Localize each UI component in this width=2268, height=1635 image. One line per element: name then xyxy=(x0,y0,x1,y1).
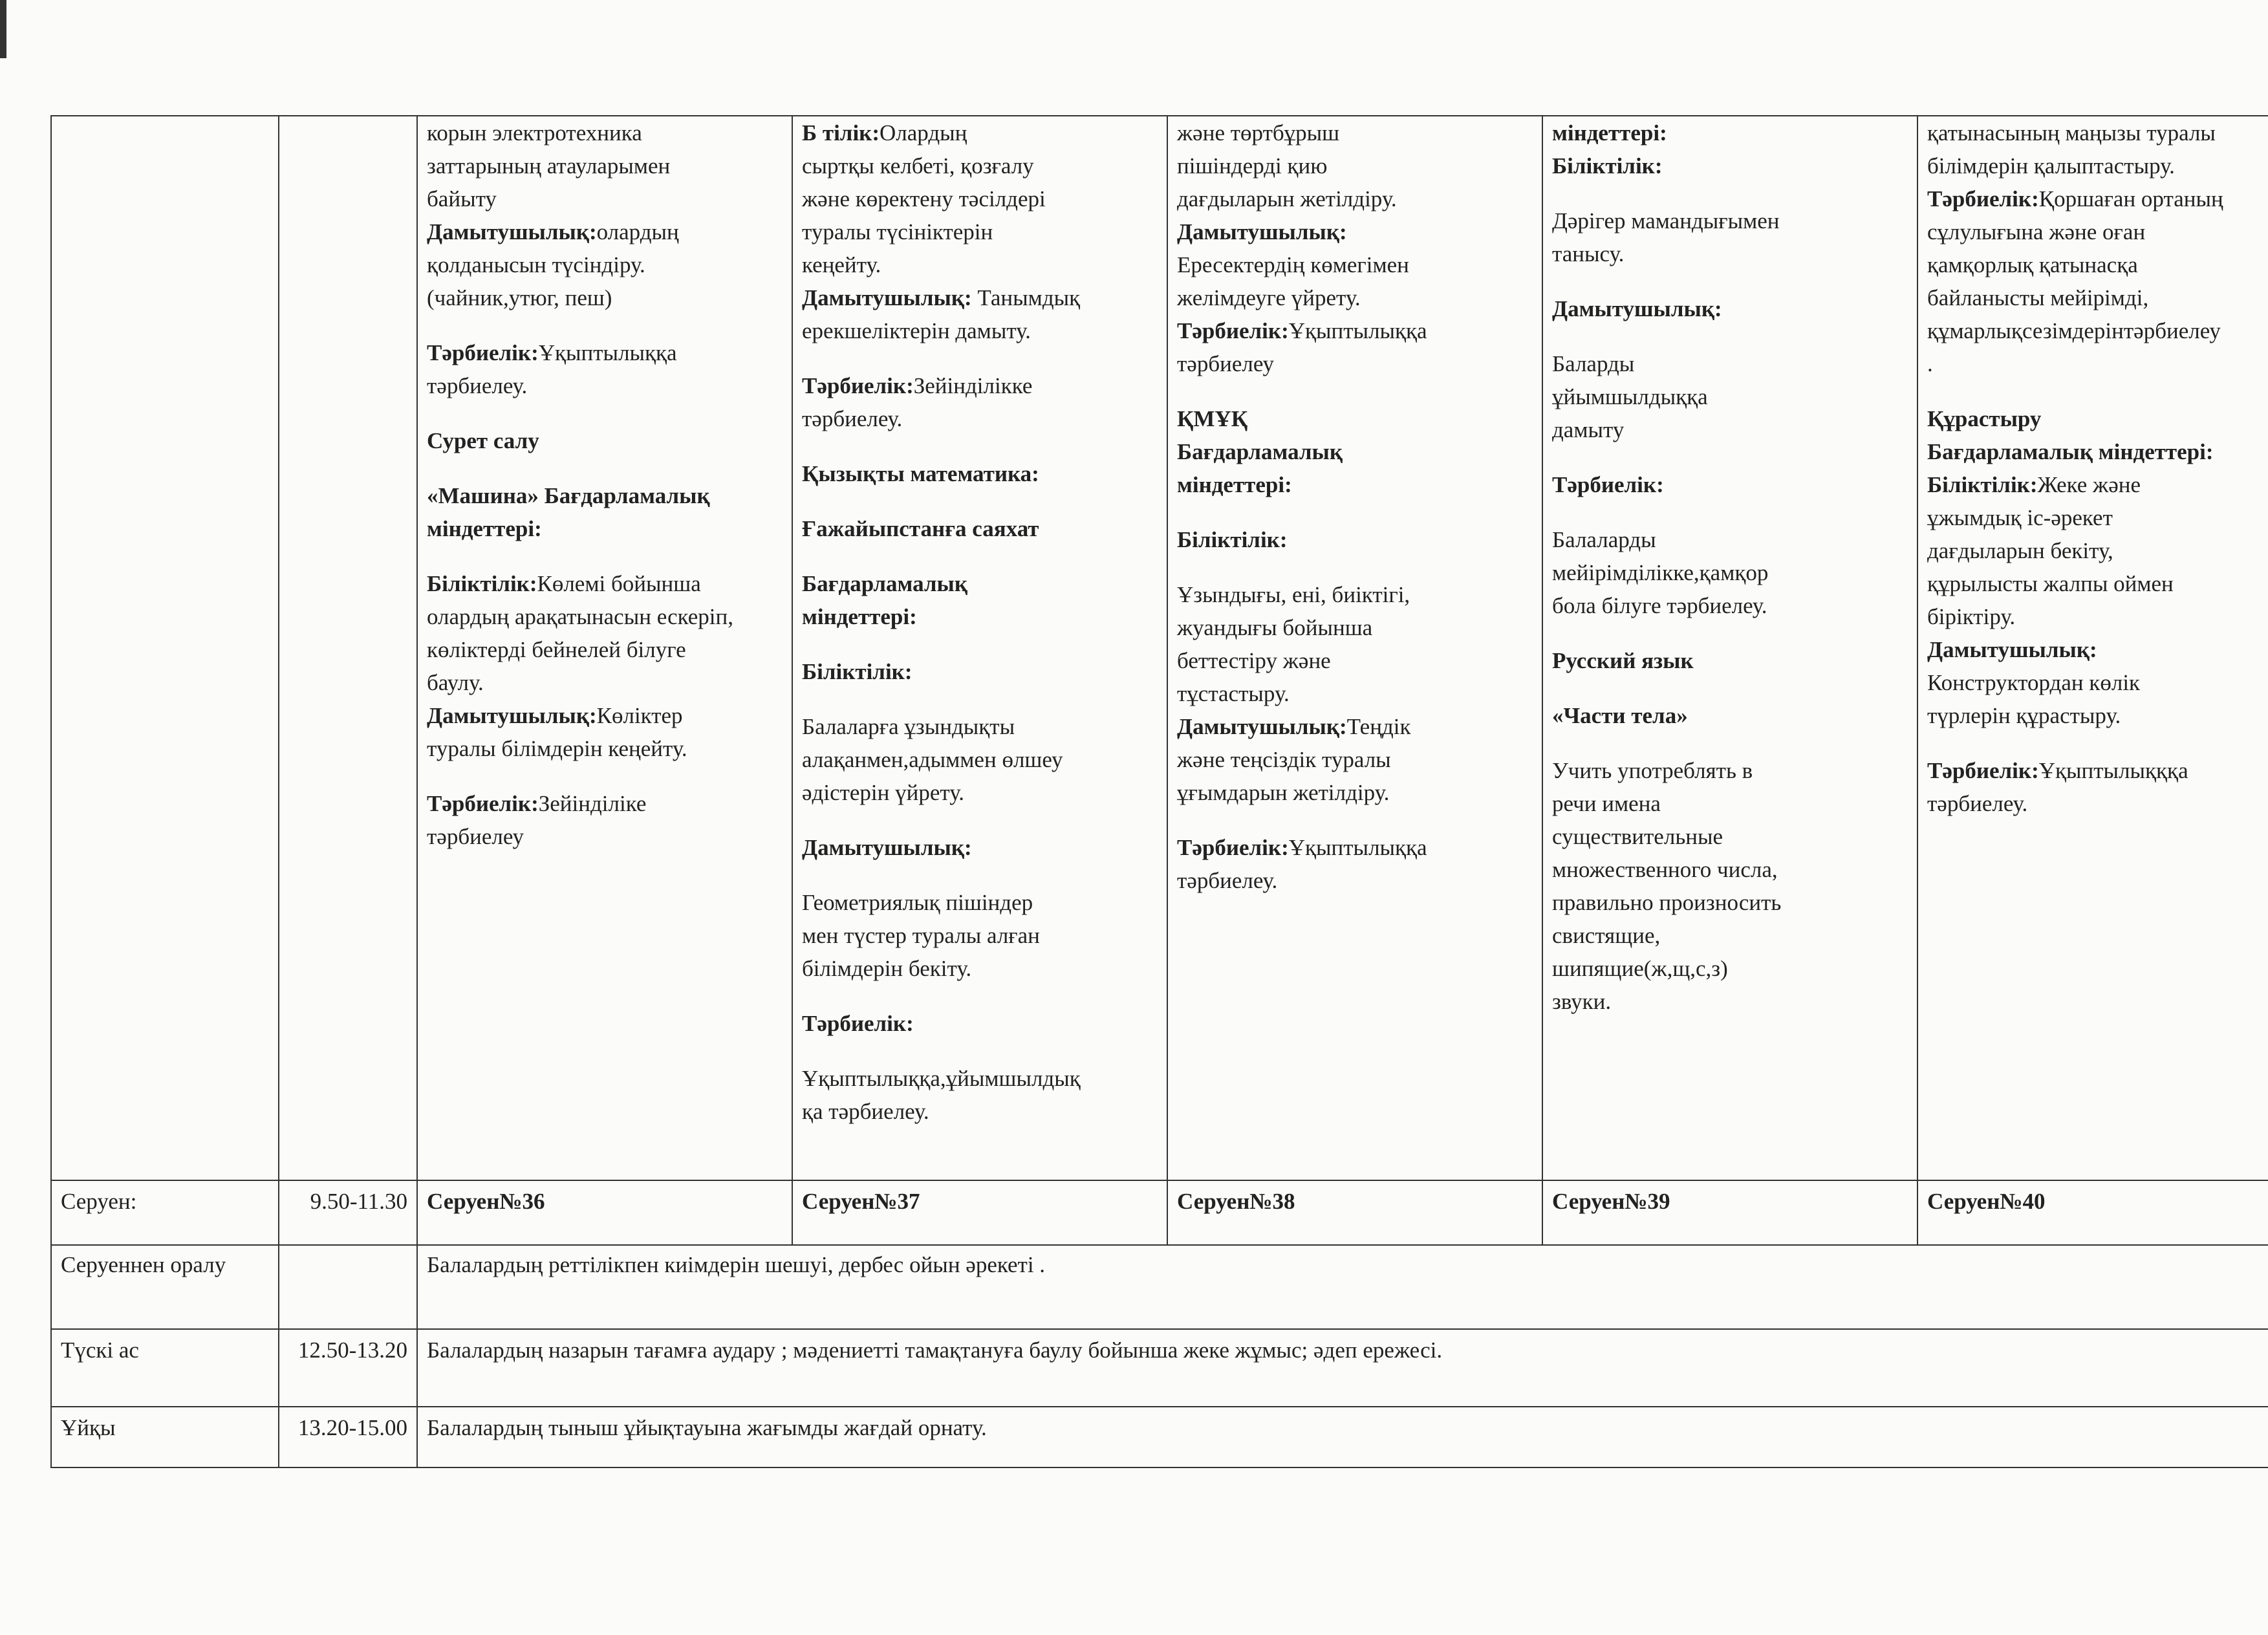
activity-line-text: мейірімділікке,қамқор xyxy=(1552,560,1769,585)
activity-line xyxy=(802,655,1158,688)
line-gap xyxy=(1552,325,1908,347)
activity-line xyxy=(1552,589,1908,622)
activity-line-text: Қоршаған ортаның xyxy=(2038,186,2223,211)
line-gap xyxy=(802,347,1158,369)
activity-line-label: Тәрбиелік: xyxy=(1927,758,2039,783)
return-from-walk-row xyxy=(51,1245,2268,1329)
line-gap xyxy=(802,864,1158,886)
activity-line xyxy=(802,1007,1158,1040)
line-gap xyxy=(427,545,783,567)
activity-line-text: міндеттері: xyxy=(802,604,917,629)
activity-line-text: ұғымдарын жетілдіру. xyxy=(1177,780,1390,805)
activity-line-text: Зейінділікке xyxy=(913,373,1033,398)
activity-line-text: алақанмен,адыммен өлшеу xyxy=(802,747,1063,772)
activity-line-text: қолданысын түсіндіру. xyxy=(427,252,645,277)
activity-line xyxy=(1177,468,1533,501)
activity-line-text: Русский язык xyxy=(1552,648,1694,673)
line-gap xyxy=(1177,556,1533,578)
activity-line xyxy=(1927,215,2268,248)
activity-line-label: Дамытушылық: xyxy=(802,285,972,310)
activity-line-text: Ұқыптылыққа xyxy=(538,340,677,365)
activity-line xyxy=(1177,776,1533,809)
activity-line-text: мен түстер туралы алған xyxy=(802,923,1040,948)
activity-line xyxy=(802,1062,1158,1095)
activity-line-text: Дамытушылық: xyxy=(802,835,972,860)
activity-line-text: Қызықты математика: xyxy=(802,461,1039,486)
activity-line xyxy=(802,369,1158,402)
activity-line-text: Құрастыру xyxy=(1927,406,2042,431)
activity-line-text: түрлерін құрастыру. xyxy=(1927,703,2121,728)
activity-line-text: әдістерін үйрету. xyxy=(802,780,964,805)
activity-line xyxy=(427,567,783,600)
activity-line xyxy=(1177,116,1533,149)
activity-line-text: қамқорлық қатынасқа xyxy=(1927,252,2138,277)
line-gap xyxy=(1177,380,1533,402)
activity-line xyxy=(427,424,783,457)
activity-line-text: және көректену тәсілдері xyxy=(802,186,1046,211)
return-time xyxy=(279,1245,417,1329)
activity-line-text: Балаларды xyxy=(1552,527,1656,552)
sleep-row xyxy=(51,1407,2268,1467)
monday-activities-cell xyxy=(417,116,792,1180)
thursday-activities-cell xyxy=(1542,116,1917,1180)
activity-line-text: тәрбиелеу. xyxy=(427,373,528,398)
activity-line xyxy=(802,743,1158,776)
line-gap xyxy=(1552,501,1908,523)
activity-line xyxy=(1552,787,1908,820)
activity-line-text: тәрбиелеу xyxy=(1177,351,1275,376)
line-gap xyxy=(802,545,1158,567)
line-gap xyxy=(802,490,1158,512)
activity-line xyxy=(1177,402,1533,435)
line-gap xyxy=(1927,380,2268,402)
activities-time-cell xyxy=(279,116,417,1180)
activity-line-text: байланысты мейірімді, xyxy=(1927,285,2149,310)
line-gap xyxy=(1177,809,1533,831)
activity-line-text: ұжымдық іс-әрекет xyxy=(1927,505,2113,530)
activity-line-label: Б тілік: xyxy=(802,120,880,146)
activity-line-text: сыртқы келбеті, қозғалу xyxy=(802,153,1034,179)
activity-line xyxy=(1177,864,1533,897)
activity-line-text: . xyxy=(1927,351,1933,376)
activity-line xyxy=(1177,578,1533,611)
activity-line xyxy=(1927,600,2268,633)
activity-line-text: Конструктордан көлік xyxy=(1927,670,2141,695)
activity-line xyxy=(1177,831,1533,864)
walk-wednesday: Серуен№38 xyxy=(1167,1180,1542,1245)
activity-line-text: білімдерін қалыптастыру. xyxy=(1927,153,2175,179)
activity-line xyxy=(427,182,783,215)
activity-line-text: міндеттері: xyxy=(427,516,542,541)
activity-line xyxy=(1552,204,1908,237)
activity-line xyxy=(1177,281,1533,314)
activity-line xyxy=(1552,468,1908,501)
activity-line xyxy=(1927,699,2268,732)
activity-line-text: существительные xyxy=(1552,824,1723,849)
friday-activities-cell xyxy=(1917,116,2268,1180)
activity-line-text: және теңсіздік туралы xyxy=(1177,747,1391,772)
activity-line-text: Баларды xyxy=(1552,351,1635,376)
activity-line xyxy=(1927,248,2268,281)
activity-line xyxy=(1177,710,1533,743)
activity-line xyxy=(802,281,1158,314)
activity-line xyxy=(1927,501,2268,534)
line-gap xyxy=(802,435,1158,457)
scan-edge-mark xyxy=(0,0,6,58)
activity-line xyxy=(802,776,1158,809)
activity-line xyxy=(427,666,783,699)
activity-line xyxy=(1927,435,2268,468)
line-gap xyxy=(802,688,1158,710)
activity-line xyxy=(802,1095,1158,1128)
activity-line xyxy=(1177,248,1533,281)
activity-line xyxy=(1177,677,1533,710)
activity-line-text: туралы білімдерін кеңейту. xyxy=(427,736,687,761)
activity-line xyxy=(427,820,783,853)
activity-line xyxy=(427,248,783,281)
activity-line xyxy=(1927,754,2268,787)
activity-line xyxy=(802,215,1158,248)
activity-line-text: Дамытушылық: xyxy=(1927,637,2097,662)
activity-line-label: Дамытушылық: xyxy=(427,219,597,244)
activity-line-text: Дәрігер мамандығымен xyxy=(1552,208,1780,233)
activity-line-text: құмарлықсезімдерінтәрбиелеу xyxy=(1927,318,2221,343)
line-gap xyxy=(1927,732,2268,754)
activity-line-text: Олардың xyxy=(880,120,967,146)
activity-line xyxy=(1177,611,1533,644)
activity-line-text: тұстастыру. xyxy=(1177,681,1290,706)
activity-line xyxy=(427,149,783,182)
activity-line-text: Көлемі бойынша xyxy=(537,571,701,596)
activity-line-text: Біліктілік: xyxy=(802,659,913,684)
activity-line-text: Дамытушылық: xyxy=(1177,219,1347,244)
activity-line-text: «Части тела» xyxy=(1552,703,1688,728)
activity-line-text: речи имена xyxy=(1552,791,1661,816)
activity-line-text: множественного числа, xyxy=(1552,857,1778,882)
line-gap xyxy=(802,985,1158,1007)
activity-line xyxy=(1552,380,1908,413)
activity-line-text: Ұзындығы, ені, биіктігі, xyxy=(1177,582,1410,607)
walk-row xyxy=(51,1180,2268,1245)
activity-line-text: Ересектердің көмегімен xyxy=(1177,252,1409,277)
daily-schedule-table xyxy=(50,115,2268,1468)
lunch-row xyxy=(51,1329,2268,1407)
line-gap xyxy=(427,765,783,787)
activity-line xyxy=(802,457,1158,490)
activity-line-text: Танымдық xyxy=(971,285,1081,310)
activities-row xyxy=(51,116,2268,1180)
wednesday-activities-cell xyxy=(1167,116,1542,1180)
activity-line-text: звуки. xyxy=(1552,989,1612,1014)
activity-line xyxy=(427,281,783,314)
activity-line xyxy=(1927,182,2268,215)
line-gap xyxy=(1552,446,1908,468)
activity-line xyxy=(802,182,1158,215)
activity-line-label: Тәрбиелік: xyxy=(427,340,539,365)
line-gap xyxy=(1552,182,1908,204)
lunch-label: Түскі ас xyxy=(51,1329,279,1407)
activity-line-label: Дамытушылық: xyxy=(1177,714,1347,739)
lunch-activity: Балалардың назарын тағамға аудару ; мәдениетті тамақтануға баулу бойынша жеке жұмыс; әдеп ережесі. xyxy=(417,1329,2268,1407)
walk-label: Серуен: xyxy=(51,1180,279,1245)
activity-line-text: олардың арақатынасын ескеріп, xyxy=(427,604,734,629)
activity-line-text: пішіндерді қию xyxy=(1177,153,1328,179)
activity-line xyxy=(1552,985,1908,1018)
activity-line xyxy=(1552,853,1908,886)
activity-line-text: дағдыларын бекіту, xyxy=(1927,538,2113,563)
line-gap xyxy=(802,1040,1158,1062)
activity-line-text: қатынасының маңызы туралы xyxy=(1927,120,2216,146)
activity-line-text: Сурет салу xyxy=(427,428,539,453)
activity-line xyxy=(427,369,783,402)
walk-tuesday: Серуен№37 xyxy=(792,1180,1167,1245)
activity-line-text: Біліктілік: xyxy=(1177,527,1288,552)
activity-line-text: ұйымшылдыққа xyxy=(1552,384,1708,409)
activity-line-label: Тәрбиелік: xyxy=(1177,318,1289,343)
activity-line xyxy=(427,787,783,820)
activity-line-text: тәрбиелеу. xyxy=(1177,868,1278,893)
activity-line-text: Бағдарламалық міндеттері: xyxy=(1927,439,2214,464)
activity-line-text: және төртбұрыш xyxy=(1177,120,1340,146)
activity-line-text: (чайник,утюг, пеш) xyxy=(427,285,612,310)
line-gap xyxy=(427,457,783,479)
activity-line xyxy=(802,402,1158,435)
activity-line xyxy=(1552,347,1908,380)
sleep-activity: Балалардың тыныш ұйықтауына жағымды жағдай орнату. xyxy=(417,1407,2268,1467)
activity-line-text: Ұқыптылыққа xyxy=(1288,835,1427,860)
activity-line xyxy=(427,479,783,512)
activity-line-text: Бағдарламалық xyxy=(802,571,968,596)
activity-line xyxy=(1177,435,1533,468)
activity-line-text: заттарының атауларымен xyxy=(427,153,671,179)
activity-line-text: білімдерін бекіту. xyxy=(802,956,972,981)
activity-line xyxy=(1927,666,2268,699)
activity-line-text: Жеке және xyxy=(2037,472,2141,497)
return-activity: Балалардың реттілікпен киімдерін шешуі, дербес ойын әрекеті . xyxy=(417,1245,2268,1329)
activity-line xyxy=(1552,952,1908,985)
activity-line-text: жуандығы бойынша xyxy=(1177,615,1373,640)
activity-line xyxy=(1927,534,2268,567)
walk-thursday: Серуен№39 xyxy=(1542,1180,1917,1245)
activity-line-label: Тәрбиелік: xyxy=(1177,835,1289,860)
activity-line xyxy=(1552,413,1908,446)
activity-line-label: Тәрбиелік: xyxy=(1927,186,2039,211)
line-gap xyxy=(427,314,783,336)
activity-line-text: тәрбиелеу. xyxy=(1927,791,2028,816)
activity-line xyxy=(802,710,1158,743)
activity-line-text: бола білуге тәрбиелеу. xyxy=(1552,593,1767,618)
activity-line xyxy=(1177,523,1533,556)
activity-line-label: Біліктілік: xyxy=(1927,472,2038,497)
activity-line-text: шипящие(ж,щ,с,з) xyxy=(1552,956,1728,981)
activity-line-text: кеңейту. xyxy=(802,252,881,277)
walk-time: 9.50-11.30 xyxy=(279,1180,417,1245)
activity-line xyxy=(427,732,783,765)
line-gap xyxy=(802,633,1158,655)
activity-line xyxy=(802,886,1158,919)
activity-line xyxy=(1927,281,2268,314)
activity-line xyxy=(1177,743,1533,776)
lunch-time: 12.50-13.20 xyxy=(279,1329,417,1407)
activity-line xyxy=(1177,215,1533,248)
activity-line-text: Бағдарламалық xyxy=(1177,439,1343,464)
line-gap xyxy=(1552,677,1908,699)
activities-label-cell xyxy=(51,116,279,1180)
activity-line xyxy=(427,699,783,732)
activity-line-text: свистящие, xyxy=(1552,923,1661,948)
tuesday-activities-cell xyxy=(792,116,1167,1180)
activity-line-text: міндеттері: xyxy=(1552,120,1667,146)
activity-line-text: Біліктілік: xyxy=(1552,153,1663,179)
activity-line-text: Теңдік xyxy=(1346,714,1411,739)
activity-line-text: Ғажайыпстанға саяхат xyxy=(802,516,1039,541)
activity-line xyxy=(1177,644,1533,677)
activity-line xyxy=(427,116,783,149)
activity-line-text: дамыту xyxy=(1552,417,1625,442)
activity-line-text: біріктіру. xyxy=(1927,604,2016,629)
activity-line xyxy=(802,567,1158,600)
activity-line xyxy=(427,512,783,545)
activity-line xyxy=(1927,347,2268,380)
activity-line xyxy=(1927,787,2268,820)
activity-line xyxy=(1927,149,2268,182)
activity-line xyxy=(1552,292,1908,325)
activity-line xyxy=(1552,886,1908,919)
activity-line xyxy=(802,116,1158,149)
activity-line-label: Дамытушылық: xyxy=(427,703,597,728)
activity-line xyxy=(802,952,1158,985)
activity-line xyxy=(802,600,1158,633)
activity-line-label: Тәрбиелік: xyxy=(427,791,539,816)
activity-line xyxy=(1552,116,1908,149)
activity-line xyxy=(1927,468,2268,501)
activity-line-text: тәрбиелеу. xyxy=(802,406,903,431)
activity-line xyxy=(427,600,783,633)
activity-line xyxy=(1552,237,1908,270)
activity-line xyxy=(802,248,1158,281)
activity-line xyxy=(802,831,1158,864)
activity-line xyxy=(802,512,1158,545)
activity-line xyxy=(1552,699,1908,732)
activity-line xyxy=(427,633,783,666)
activity-line xyxy=(427,336,783,369)
activity-line-text: Ұқыптылыққа xyxy=(1288,318,1427,343)
line-gap xyxy=(802,809,1158,831)
activity-line xyxy=(1552,919,1908,952)
walk-monday: Серуен№36 xyxy=(417,1180,792,1245)
activity-line-text: көліктерді бейнелей білуге xyxy=(427,637,686,662)
activity-line-label: Тәрбиелік: xyxy=(802,373,914,398)
line-gap xyxy=(1552,622,1908,644)
line-gap xyxy=(427,402,783,424)
return-label: Серуеннен оралу xyxy=(51,1245,279,1329)
activity-line-text: құрылысты жалпы оймен xyxy=(1927,571,2174,596)
activity-line-text: баулу. xyxy=(427,670,484,695)
activity-line xyxy=(1177,314,1533,347)
activity-line xyxy=(1177,149,1533,182)
activity-line-text: «Машина» Бағдарламалық xyxy=(427,483,710,508)
activity-line-text: танысу. xyxy=(1552,241,1625,266)
activity-line xyxy=(1177,182,1533,215)
line-gap xyxy=(1552,270,1908,292)
line-gap xyxy=(1552,732,1908,754)
activity-line-text: Ұқыптылықққа xyxy=(2038,758,2188,783)
activity-line-text: желімдеуге үйрету. xyxy=(1177,285,1361,310)
activity-line xyxy=(1552,754,1908,787)
activity-line xyxy=(1552,644,1908,677)
activity-line-text: Геометриялық пішіндер xyxy=(802,890,1033,915)
sleep-time: 13.20-15.00 xyxy=(279,1407,417,1467)
activity-line-text: байыту xyxy=(427,186,497,211)
activity-line-text: тәрбиелеу xyxy=(427,824,524,849)
activity-line xyxy=(1552,149,1908,182)
line-gap xyxy=(1177,501,1533,523)
activity-line-text: корын электротехника xyxy=(427,120,642,146)
activity-line xyxy=(1552,820,1908,853)
activity-line-text: туралы түсініктерін xyxy=(802,219,993,244)
activity-line-text: Учить употреблять в xyxy=(1552,758,1753,783)
activity-line xyxy=(1927,402,2268,435)
activity-line xyxy=(802,919,1158,952)
activity-line xyxy=(802,314,1158,347)
activity-line xyxy=(1552,523,1908,556)
activity-line-text: міндеттері: xyxy=(1177,472,1292,497)
activity-line-text: Ұқыптылыққа,ұйымшылдық xyxy=(802,1066,1081,1091)
activity-line-text: Дамытушылық: xyxy=(1552,296,1722,321)
activity-line xyxy=(1552,556,1908,589)
activity-line-text: ҚМҰҚ xyxy=(1177,406,1248,431)
activity-line xyxy=(1177,347,1533,380)
activity-line xyxy=(802,149,1158,182)
activity-line-text: қа тәрбиелеу. xyxy=(802,1099,929,1124)
activity-line-text: сұлулығына және оған xyxy=(1927,219,2146,244)
activity-line-text: Балаларға ұзындықты xyxy=(802,714,1015,739)
activity-line-label: Біліктілік: xyxy=(427,571,537,596)
activity-line-text: беттестіру және xyxy=(1177,648,1331,673)
activity-line-text: Тәрбиелік: xyxy=(802,1011,914,1036)
activity-line-text: дағдыларын жетілдіру. xyxy=(1177,186,1397,211)
walk-friday: Серуен№40 xyxy=(1917,1180,2268,1245)
activity-line xyxy=(427,215,783,248)
activity-line-text: Көліктер xyxy=(596,703,683,728)
activity-line xyxy=(1927,116,2268,149)
activity-line xyxy=(1927,314,2268,347)
activity-line-text: ерекшеліктерін дамыту. xyxy=(802,318,1031,343)
activity-line-text: олардың xyxy=(596,219,679,244)
activity-line xyxy=(1927,567,2268,600)
activity-line-text: Зейінділіке xyxy=(538,791,647,816)
activity-line xyxy=(1927,633,2268,666)
activity-line-text: правильно произносить xyxy=(1552,890,1782,915)
activity-line-text: Тәрбиелік: xyxy=(1552,472,1664,497)
sleep-label: Ұйқы xyxy=(51,1407,279,1467)
